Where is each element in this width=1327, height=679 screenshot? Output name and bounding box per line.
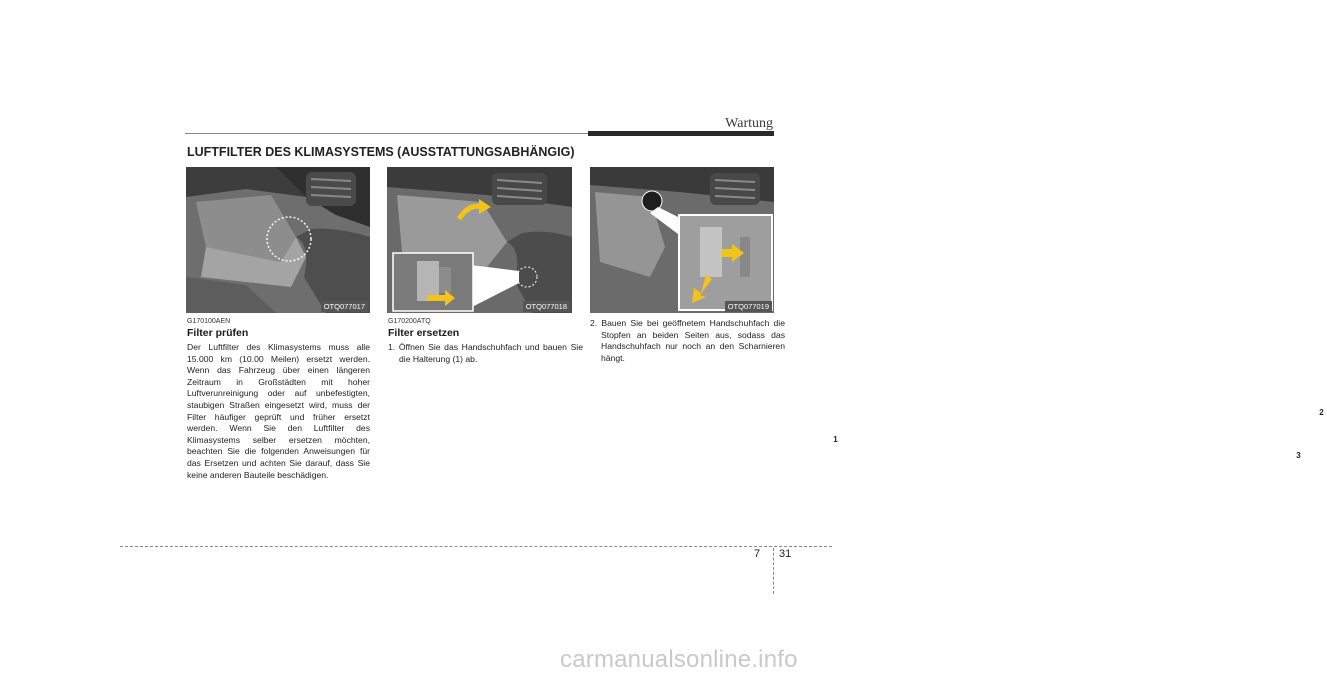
- photo-glovebox-filter-location: [186, 167, 370, 313]
- photo-illustration: [186, 167, 370, 313]
- figure-caption: OTQ077019: [725, 301, 772, 312]
- section-name: Wartung: [725, 116, 773, 131]
- footer-divider: [773, 548, 774, 594]
- photo-illustration: [387, 167, 572, 313]
- callout-1: 1: [830, 434, 841, 445]
- subheading-filter-pruefen: Filter prüfen: [187, 327, 249, 339]
- photo-illustration: [590, 167, 774, 313]
- callout-3: 3: [1293, 450, 1304, 461]
- paragraph-filter-pruefen: Der Luftfilter des Klimasystems muss alle 15.000 km (10.00 Meilen) ersetzt werden. Wenn das Fahrzeug über einen längeren Zeitraum in Großstädten mit hoher Luftverunreinigung oder auf unbefestigten, staubigen Straßen eingesetzt wird, muss der Filter häufiger geprüft und früher ersetzt werden. Wenn Sie den Luftfilter des Klimasystems selber ersetzen möchten, beachten Sie die folgenden Anweisungen für das Ersetzen und achten Sie darauf, dass Sie keine anderen Bauteile beschädigen.: [187, 342, 370, 480]
- step-2: 2. Bauen Sie bei geöffnetem Handschuhfach die Stopfen an beiden Seiten aus, sodass das Handschuhfach nur noch an den Scharnieren hängt.: [590, 318, 785, 363]
- section-code: G170200ATQ: [388, 318, 431, 325]
- figure-caption: OTQ077018: [523, 301, 570, 312]
- header-rule-bar: [588, 131, 774, 136]
- footer-rule: [120, 546, 832, 547]
- chapter-number: 7: [754, 548, 761, 560]
- page-number: 31: [779, 548, 792, 560]
- header-rule: [185, 133, 588, 134]
- callout-2: 2: [1316, 407, 1327, 418]
- page-heading: LUFTFILTER DES KLIMASYSTEMS (AUSSTATTUNGSABHÄNGIG): [187, 145, 575, 159]
- step-1: 1. Öffnen Sie das Handschuhfach und bauen Sie die Halterung (1) ab.: [388, 342, 583, 364]
- figure-caption: OTQ077017: [321, 301, 368, 312]
- watermark: carmanualsonline.info: [560, 646, 798, 673]
- subheading-filter-ersetzen: Filter ersetzen: [388, 327, 460, 339]
- section-code: G170100AEN: [187, 318, 231, 325]
